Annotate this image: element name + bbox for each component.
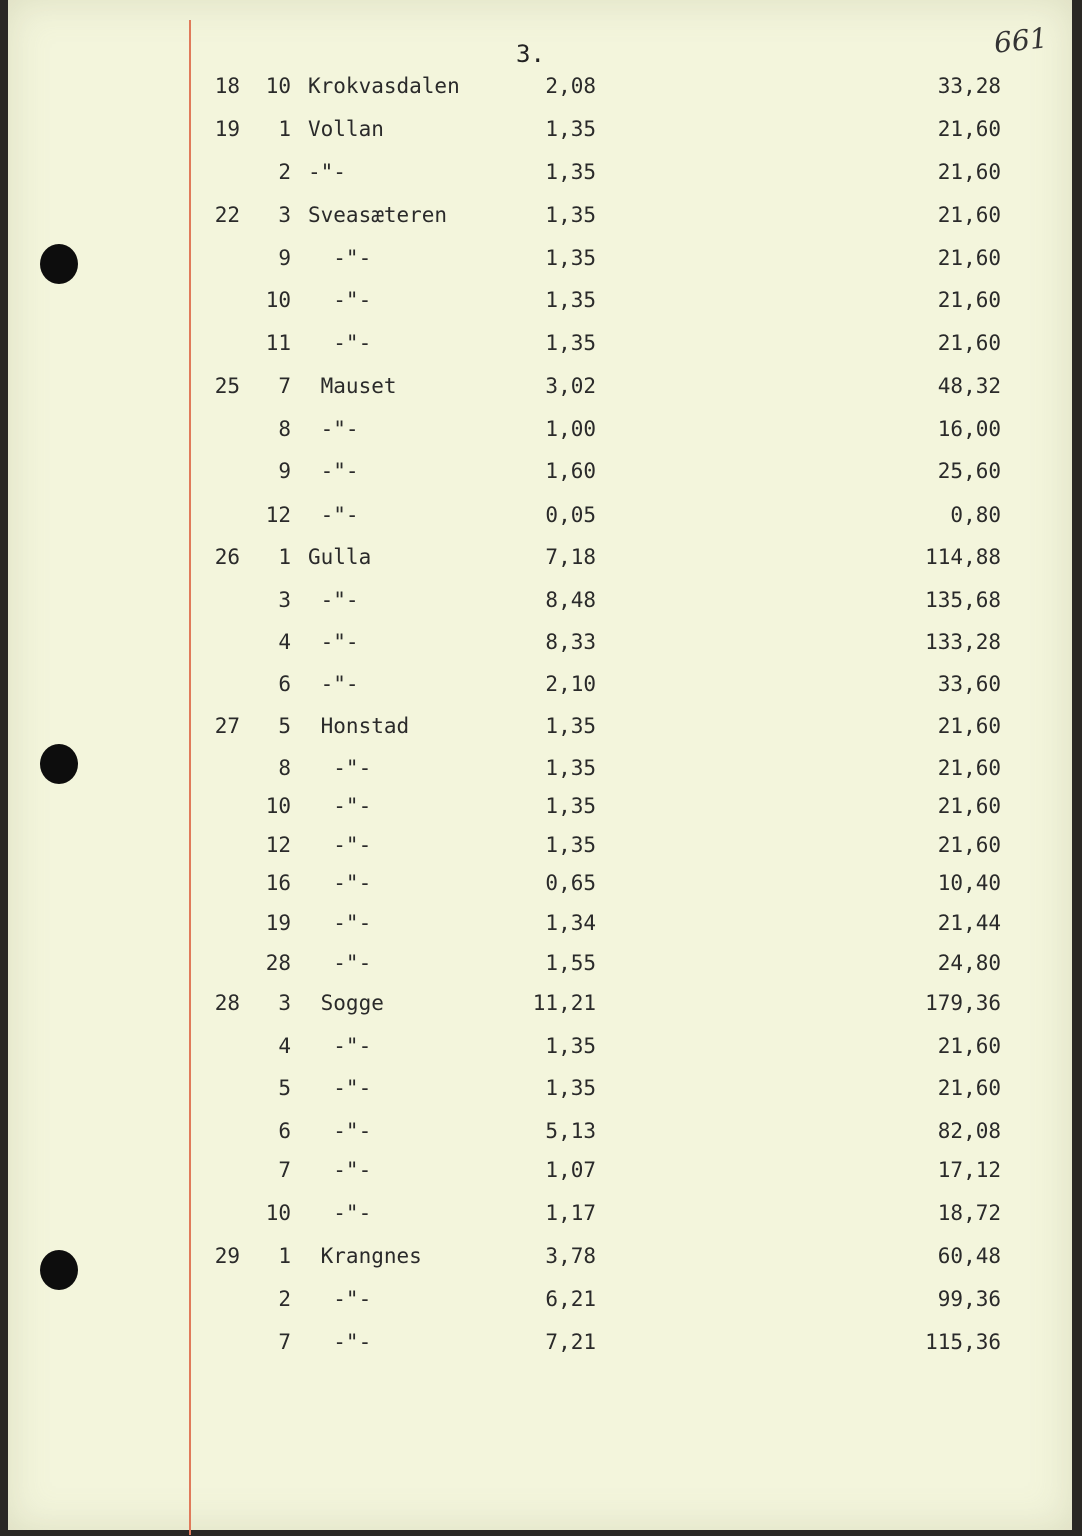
amount-cell: 16,00 — [937, 417, 1001, 441]
document-page — [8, 0, 1072, 1530]
amount-cell: 21,60 — [937, 756, 1001, 780]
table-row — [8, 672, 1072, 706]
name-cell: -"- — [308, 1034, 372, 1058]
name-cell: -"- — [308, 503, 359, 527]
table-row — [8, 503, 1072, 537]
bnr-cell: 10 — [265, 1201, 291, 1225]
area-cell: 1,35 — [545, 160, 596, 184]
name-cell: -"- — [308, 871, 372, 895]
table-row — [8, 833, 1072, 867]
bnr-cell: 8 — [278, 417, 291, 441]
amount-cell: 21,60 — [937, 794, 1001, 818]
area-cell: 8,48 — [545, 588, 596, 612]
table-row — [8, 1330, 1072, 1364]
bnr-cell: 19 — [265, 911, 291, 935]
bnr-cell: 10 — [265, 74, 291, 98]
amount-cell: 10,40 — [937, 871, 1001, 895]
name-cell: -"- — [308, 417, 359, 441]
bnr-cell: 10 — [265, 288, 291, 312]
bnr-cell: 3 — [278, 991, 291, 1015]
amount-cell: 21,60 — [937, 1076, 1001, 1100]
bnr-cell: 1 — [278, 1244, 291, 1268]
bnr-cell: 10 — [265, 794, 291, 818]
gnr-cell: 18 — [214, 74, 240, 98]
bnr-cell: 2 — [278, 160, 291, 184]
table-row — [8, 331, 1072, 365]
table-row — [8, 203, 1072, 237]
bnr-cell: 12 — [265, 503, 291, 527]
bnr-cell: 5 — [278, 714, 291, 738]
bnr-cell: 2 — [278, 1287, 291, 1311]
gnr-cell: 29 — [214, 1244, 240, 1268]
name-cell: Krangnes — [308, 1244, 422, 1268]
name-cell: -"- — [308, 288, 372, 312]
bnr-cell: 4 — [278, 1034, 291, 1058]
name-cell: -"- — [308, 756, 372, 780]
area-cell: 1,35 — [545, 794, 596, 818]
name-cell: Krokvasdalen — [308, 74, 460, 98]
amount-cell: 114,88 — [925, 545, 1001, 569]
area-cell: 1,17 — [545, 1201, 596, 1225]
area-cell: 1,35 — [545, 756, 596, 780]
table-row — [8, 991, 1072, 1025]
area-cell: 11,21 — [532, 991, 596, 1015]
name-cell: -"- — [308, 911, 372, 935]
table-row — [8, 288, 1072, 322]
area-cell: 1,35 — [545, 117, 596, 141]
amount-cell: 115,36 — [925, 1330, 1001, 1354]
name-cell: -"- — [308, 794, 372, 818]
gnr-cell: 19 — [214, 117, 240, 141]
area-cell: 8,33 — [545, 630, 596, 654]
name-cell: Mauset — [308, 374, 397, 398]
folio-number: 661 — [992, 21, 1050, 60]
area-cell: 2,08 — [545, 74, 596, 98]
area-cell: 0,05 — [545, 503, 596, 527]
table-row — [8, 417, 1072, 451]
area-cell: 7,21 — [545, 1330, 596, 1354]
amount-cell: 21,60 — [937, 833, 1001, 857]
area-cell: 1,35 — [545, 331, 596, 355]
area-cell: 1,00 — [545, 417, 596, 441]
gnr-cell: 27 — [214, 714, 240, 738]
area-cell: 1,35 — [545, 203, 596, 227]
area-cell: 6,21 — [545, 1287, 596, 1311]
amount-cell: 21,60 — [937, 246, 1001, 270]
name-cell: -"- — [308, 672, 359, 696]
amount-cell: 82,08 — [937, 1119, 1001, 1143]
amount-cell: 21,60 — [937, 1034, 1001, 1058]
area-cell: 1,55 — [545, 951, 596, 975]
bnr-cell: 6 — [278, 1119, 291, 1143]
amount-cell: 21,44 — [937, 911, 1001, 935]
bnr-cell: 7 — [278, 374, 291, 398]
area-cell: 5,13 — [545, 1119, 596, 1143]
bnr-cell: 3 — [278, 203, 291, 227]
bnr-cell: 3 — [278, 588, 291, 612]
amount-cell: 21,60 — [937, 288, 1001, 312]
area-cell: 1,35 — [545, 288, 596, 312]
name-cell: Sogge — [308, 991, 384, 1015]
table-row — [8, 160, 1072, 194]
name-cell: -"- — [308, 951, 372, 975]
table-row — [8, 714, 1072, 748]
name-cell: -"- — [308, 246, 372, 270]
bnr-cell: 9 — [278, 246, 291, 270]
name-cell: Sveasæteren — [308, 203, 448, 227]
bnr-cell: 16 — [265, 871, 291, 895]
area-cell: 1,35 — [545, 1076, 596, 1100]
bnr-cell: 7 — [278, 1158, 291, 1182]
name-cell: -"- — [308, 630, 359, 654]
table-row — [8, 246, 1072, 280]
table-row — [8, 588, 1072, 622]
table-row — [8, 459, 1072, 493]
amount-cell: 25,60 — [937, 459, 1001, 483]
bnr-cell: 28 — [265, 951, 291, 975]
table-row — [8, 756, 1072, 790]
area-cell: 1,35 — [545, 714, 596, 738]
bnr-cell: 9 — [278, 459, 291, 483]
bnr-cell: 11 — [265, 331, 291, 355]
name-cell: Vollan — [308, 117, 384, 141]
bnr-cell: 1 — [278, 117, 291, 141]
name-cell: -"- — [308, 331, 372, 355]
table-row — [8, 871, 1072, 905]
area-cell: 3,02 — [545, 374, 596, 398]
area-cell: 7,18 — [545, 545, 596, 569]
amount-cell: 21,60 — [937, 160, 1001, 184]
table-row — [8, 951, 1072, 985]
gnr-cell: 22 — [214, 203, 240, 227]
table-row — [8, 794, 1072, 828]
name-cell: -"- — [308, 1076, 372, 1100]
amount-cell: 21,60 — [937, 117, 1001, 141]
name-cell: -"- — [308, 1287, 372, 1311]
amount-cell: 21,60 — [937, 331, 1001, 355]
area-cell: 1,60 — [545, 459, 596, 483]
area-cell: 3,78 — [545, 1244, 596, 1268]
amount-cell: 33,60 — [937, 672, 1001, 696]
table-row — [8, 545, 1072, 579]
area-cell: 1,35 — [545, 246, 596, 270]
table-row — [8, 117, 1072, 151]
table-row — [8, 1287, 1072, 1321]
table-row — [8, 1201, 1072, 1235]
name-cell: Gulla — [308, 545, 372, 569]
gnr-cell: 25 — [214, 374, 240, 398]
name-cell: -"- — [308, 588, 359, 612]
name-cell: -"- — [308, 1119, 372, 1143]
table-row — [8, 1076, 1072, 1110]
name-cell: -"- — [308, 1158, 372, 1182]
gnr-cell: 28 — [214, 991, 240, 1015]
amount-cell: 21,60 — [937, 714, 1001, 738]
amount-cell: 133,28 — [925, 630, 1001, 654]
area-cell: 0,65 — [545, 871, 596, 895]
amount-cell: 18,72 — [937, 1201, 1001, 1225]
bnr-cell: 7 — [278, 1330, 291, 1354]
table-row — [8, 630, 1072, 664]
amount-cell: 60,48 — [937, 1244, 1001, 1268]
table-row — [8, 1119, 1072, 1153]
name-cell: Honstad — [308, 714, 410, 738]
table-row — [8, 74, 1072, 108]
table-row — [8, 1034, 1072, 1068]
area-cell: 2,10 — [545, 672, 596, 696]
name-cell: -"- — [308, 1201, 372, 1225]
bnr-cell: 12 — [265, 833, 291, 857]
gnr-cell: 26 — [214, 545, 240, 569]
bnr-cell: 4 — [278, 630, 291, 654]
name-cell: -"- — [308, 459, 359, 483]
area-cell: 1,35 — [545, 1034, 596, 1058]
amount-cell: 179,36 — [925, 991, 1001, 1015]
amount-cell: 0,80 — [950, 503, 1001, 527]
table-row — [8, 911, 1072, 945]
area-cell: 1,34 — [545, 911, 596, 935]
name-cell: -"- — [308, 833, 372, 857]
amount-cell: 33,28 — [937, 74, 1001, 98]
bnr-cell: 1 — [278, 545, 291, 569]
table-row — [8, 1158, 1072, 1192]
amount-cell: 99,36 — [937, 1287, 1001, 1311]
amount-cell: 21,60 — [937, 203, 1001, 227]
bnr-cell: 5 — [278, 1076, 291, 1100]
name-cell: -"- — [308, 1330, 372, 1354]
bnr-cell: 8 — [278, 756, 291, 780]
table-row — [8, 374, 1072, 408]
bnr-cell: 6 — [278, 672, 291, 696]
amount-cell: 48,32 — [937, 374, 1001, 398]
area-cell: 1,35 — [545, 833, 596, 857]
amount-cell: 135,68 — [925, 588, 1001, 612]
name-cell: -"- — [308, 160, 346, 184]
amount-cell: 24,80 — [937, 951, 1001, 975]
area-cell: 1,07 — [545, 1158, 596, 1182]
page-number: 3. — [516, 40, 545, 68]
amount-cell: 17,12 — [937, 1158, 1001, 1182]
table-row — [8, 1244, 1072, 1278]
